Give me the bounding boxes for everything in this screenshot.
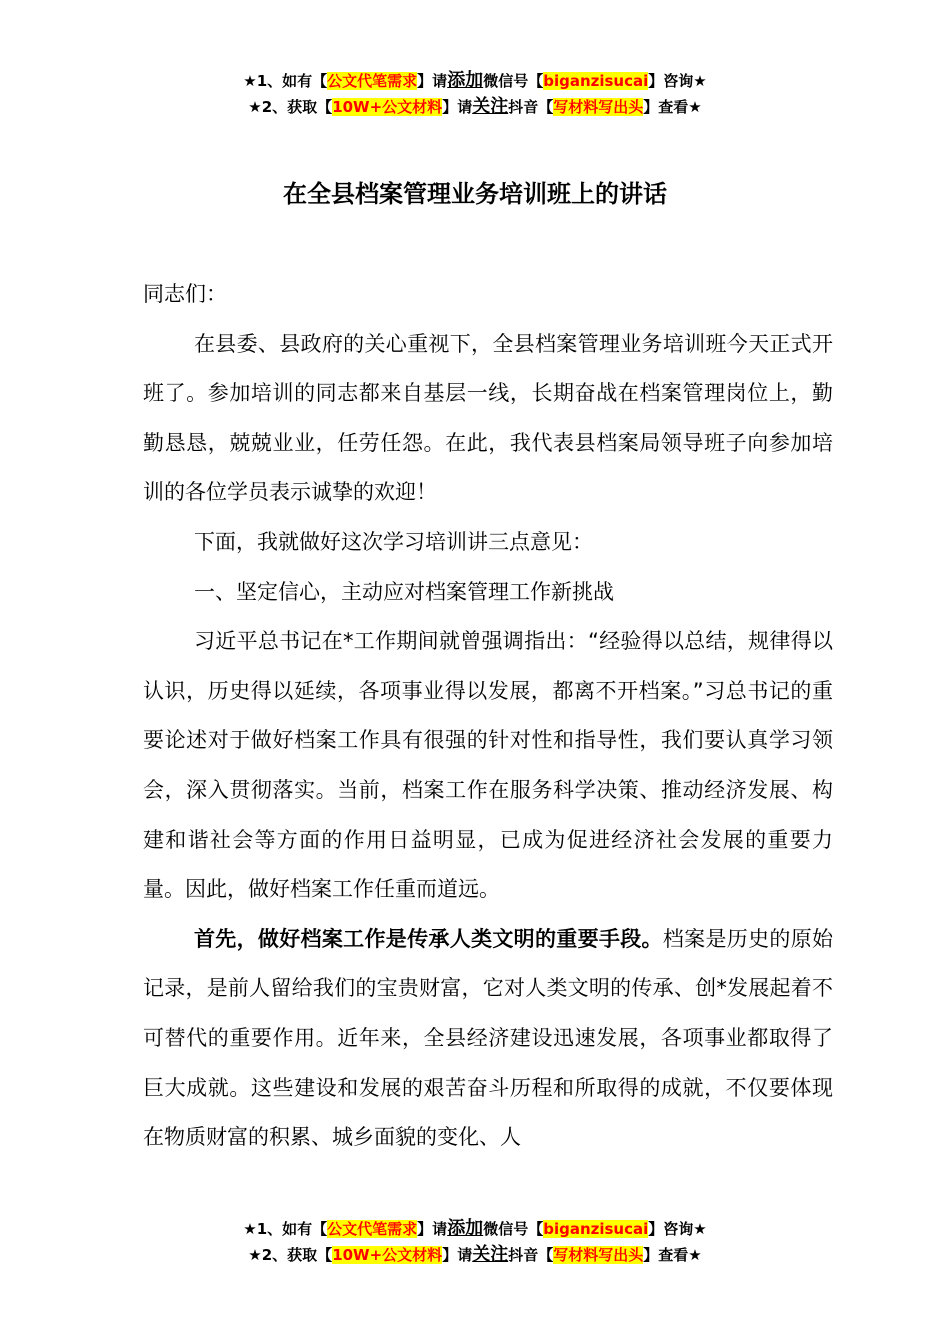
banner-underlined-text: 添加 — [447, 1218, 484, 1239]
banner-text: 】查看★ — [643, 98, 702, 116]
bold-lead-sentence: 首先，做好档案工作是传承人类文明的重要手段。 — [194, 926, 663, 951]
paragraph — [143, 915, 833, 1163]
document-title: 在全县档案管理业务培训班上的讲话 — [283, 180, 667, 208]
banner-text: ★2、获取【 — [248, 1246, 333, 1264]
banner-highlight: 公文代笔需求 — [327, 72, 418, 90]
banner-text: 】咨询★ — [648, 1220, 707, 1238]
banner-text: 】请 — [417, 1220, 448, 1238]
header-banner — [0, 68, 950, 120]
banner-underlined-text: 添加 — [447, 70, 484, 91]
banner-text: 抖音【 — [508, 1246, 554, 1264]
wechat-id-highlight: biganzisucai — [543, 72, 649, 90]
banner-text: ★2、获取【 — [248, 98, 333, 116]
paragraph-text: 档案是历史的原始记录，是前人留给我们的宝贵财富，它对人类文明的传承、创*发展起着不可替代的重要作用。近年来，全县经济建设迅速发展，各项事业都取得了巨大成就。这些建设和发展的艰苦奋斗历程和所取得的成就，不仅要体现在物质财富的积累、城乡面貌的变化、人 — [143, 926, 834, 1150]
banner-text: 】请 — [442, 98, 473, 116]
banner-text: ★1、如有【 — [243, 72, 328, 90]
banner-text: 】咨询★ — [648, 72, 707, 90]
footer-banner — [0, 1216, 950, 1268]
banner-line-2 — [0, 1242, 950, 1268]
banner-line-1 — [0, 68, 950, 94]
wechat-id-highlight: biganzisucai — [543, 1220, 649, 1238]
banner-text: 】请 — [442, 1246, 473, 1264]
banner-highlight: 10W+公文材料 — [332, 98, 443, 116]
douyin-account-highlight: 写材料写出头 — [553, 98, 644, 116]
banner-text: 抖音【 — [508, 98, 554, 116]
banner-underlined-text: 关注 — [472, 96, 509, 117]
document-body — [143, 270, 833, 1163]
douyin-account-highlight: 写材料写出头 — [553, 1246, 644, 1264]
banner-text: ★1、如有【 — [243, 1220, 328, 1238]
banner-highlight: 10W+公文材料 — [332, 1246, 443, 1264]
banner-highlight: 公文代笔需求 — [327, 1220, 418, 1238]
banner-text: 微信号【 — [483, 72, 544, 90]
banner-line-1 — [0, 1216, 950, 1242]
banner-line-2 — [0, 94, 950, 120]
section-heading: 一、坚定信心，主动应对档案管理工作新挑战 — [194, 579, 614, 604]
banner-text: 微信号【 — [483, 1220, 544, 1238]
salutation: 同志们： — [143, 282, 227, 306]
banner-text: 】查看★ — [643, 1246, 702, 1264]
paragraph: 在县委、县政府的关心重视下，全县档案管理业务培训班今天正式开班了。参加培训的同志都来自基层一线，长期奋战在档案管理岗位上，勤勤恳恳，兢兢业业，任劳任怨。在此，我代表县档案局领导班子向参加培训的各位学员表示诚挚的欢迎！ — [143, 331, 833, 505]
banner-underlined-text: 关注 — [472, 1244, 509, 1265]
paragraph: 下面，我就做好这次学习培训讲三点意见： — [194, 529, 593, 554]
banner-text: 】请 — [417, 72, 448, 90]
paragraph: 习近平总书记在*工作期间就曾强调指出：“经验得以总结，规律得以认识，历史得以延续，各项事业得以发展，都离不开档案。”习总书记的重要论述对于做好档案工作具有很强的针对性和指导性，我们要认真学习领会，深入贯彻落实。当前，档案工作在服务科学决策、推动经济发展、构建和谐社会等方面的作用日益明显，已成为促进经济社会发展的重要力量。因此，做好档案工作任重而道远。 — [143, 629, 833, 902]
